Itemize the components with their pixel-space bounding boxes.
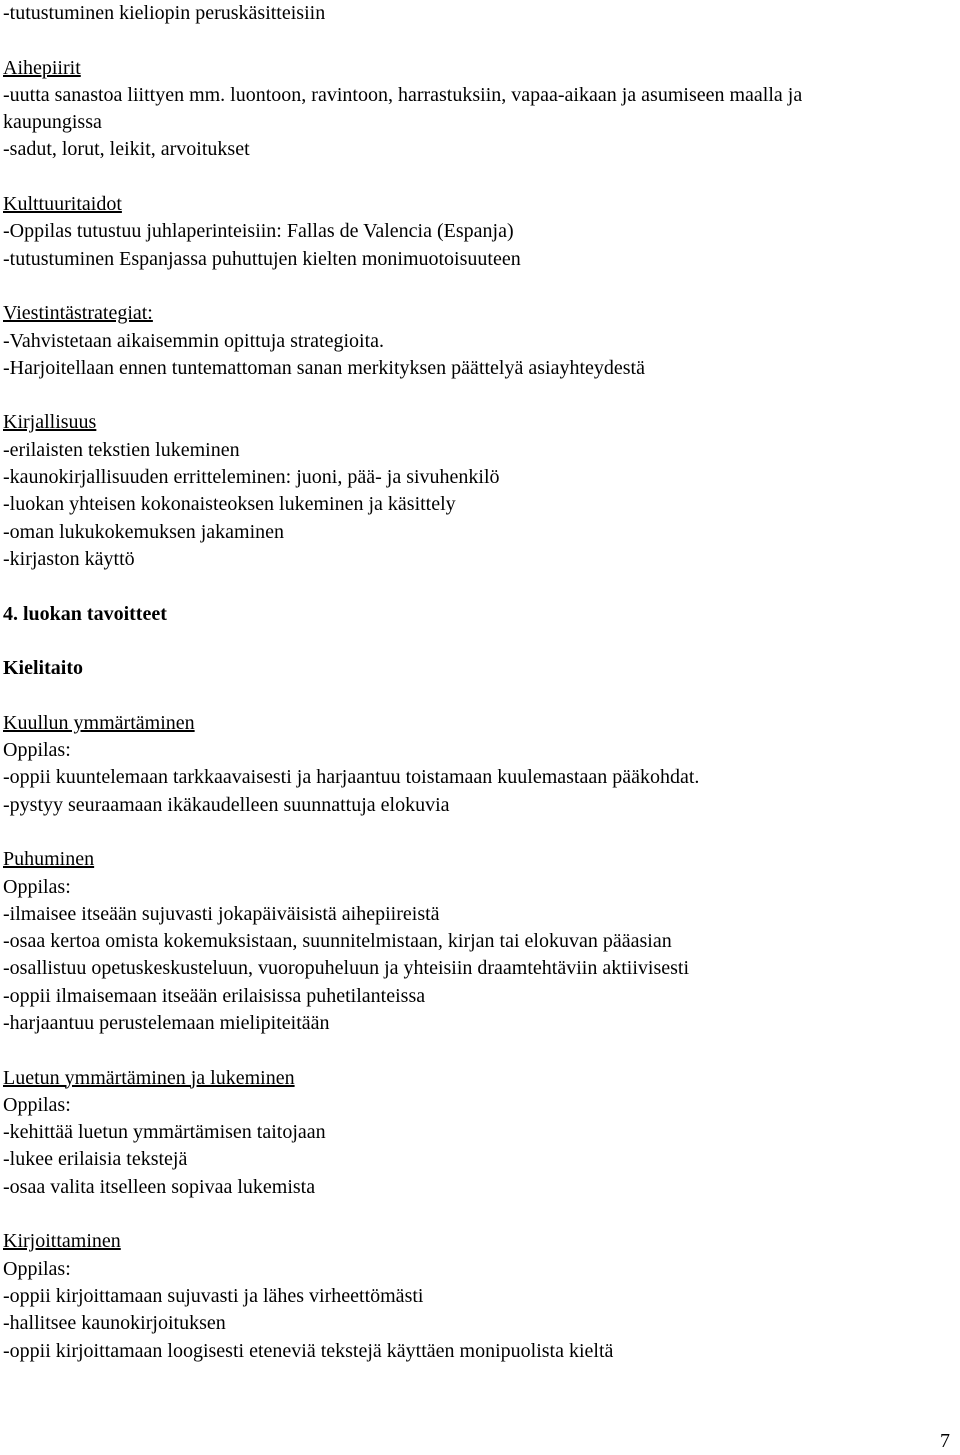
kulttuuritaidot-line-1: -Oppilas tutustuu juhlaperinteisiin: Fallas de Valencia (Espanja): [3, 220, 514, 243]
section-heading-kulttuuritaidot: Kulttuuritaidot: [3, 193, 122, 216]
puhuminen-line-2: -osaa kertoa omista kokemuksistaan, suunnitelmistaan, kirjan tai elokuvan pääasian: [3, 930, 672, 953]
skill-heading-kuullun: Kuullun ymmärtäminen: [3, 711, 195, 734]
kirjallisuus-line-5: -kirjaston käyttö: [3, 547, 135, 570]
spacer: [3, 382, 953, 409]
kirjoittaminen-line-3: -oppii kirjoittamaan loogisesti eteneviä tekstejä käyttäen monipuolista kieltä: [3, 1339, 614, 1362]
kirjoittaminen-line-2: -hallitsee kaunokirjoituksen: [3, 1312, 226, 1335]
spacer: [3, 27, 953, 54]
aihepiirit-line-1: -uutta sanastoa liittyen mm. luontoon, ravintoon, harrastuksiin, vapaa-aikaan ja asumiseen maalla ja: [3, 83, 803, 106]
spacer: [3, 819, 953, 846]
spacer: [3, 1201, 953, 1228]
spacer: [3, 164, 953, 191]
kirjallisuus-line-1: -erilaisten tekstien lukeminen: [3, 438, 240, 461]
document-page: [3, 0, 953, 1365]
grade-heading: 4. luokan tavoitteet: [3, 602, 167, 625]
intro-line: -tutustuminen kieliopin peruskäsitteisiin: [3, 2, 326, 24]
luetun-line-2: -lukee erilaisia tekstejä: [3, 1148, 188, 1171]
skill-heading-puhuminen: Puhuminen: [3, 848, 95, 871]
section-heading-kirjallisuus: Kirjallisuus: [3, 411, 97, 434]
skill-heading-luetun: Luetun ymmärtäminen ja lukeminen: [3, 1066, 295, 1089]
viestintastrategiat-line-2: -Harjoitellaan ennen tuntemattoman sanan merkityksen päättelyä asiayhteydestä: [3, 356, 645, 379]
aihepiirit-line-3: -sadut, lorut, leikit, arvoitukset: [3, 138, 250, 161]
page-number: 7: [940, 1430, 950, 1452]
spacer: [3, 1037, 953, 1064]
kuullun-line-1: -oppii kuuntelemaan tarkkaavaisesti ja harjaantuu toistamaan kuulemastaan pääkohdat.: [3, 766, 700, 789]
puhuminen-line-5: -harjaantuu perustelemaan mielipiteitään: [3, 1011, 330, 1034]
kirjoittaminen-line-1: -oppii kirjoittamaan sujuvasti ja lähes virheettömästi: [3, 1284, 424, 1307]
luetun-line-1: -kehittää luetun ymmärtämisen taitojaan: [3, 1121, 326, 1144]
spacer: [3, 628, 953, 655]
skill-heading-kirjoittaminen: Kirjoittaminen: [3, 1230, 121, 1253]
kirjallisuus-line-2: -kaunokirjallisuuden erritteleminen: juoni, pää- ja sivuhenkilö: [3, 466, 500, 489]
kuullun-line-2: -pystyy seuraamaan ikäkaudelleen suunnattuja elokuvia: [3, 793, 450, 816]
puhuminen-line-4: -oppii ilmaisemaan itseään erilaisissa puhetilanteissa: [3, 984, 426, 1007]
puhuminen-line-3: -osallistuu opetuskeskusteluun, vuoropuheluun ja yhteisiin draamtehtäviin aktiivisesti: [3, 957, 690, 980]
luetun-subject: Oppilas:: [3, 1093, 71, 1116]
kirjallisuus-line-4: -oman lukukokemuksen jakaminen: [3, 520, 285, 543]
kirjallisuus-line-3: -luokan yhteisen kokonaisteoksen lukeminen ja käsittely: [3, 493, 456, 516]
viestintastrategiat-line-1: -Vahvistetaan aikaisemmin opittuja strategioita.: [3, 329, 385, 352]
skill-heading: Kielitaito: [3, 657, 83, 680]
spacer: [3, 573, 953, 600]
section-heading-aihepiirit: Aihepiirit: [3, 56, 81, 79]
aihepiirit-line-2: kaupungissa: [3, 111, 102, 134]
kirjoittaminen-subject: Oppilas:: [3, 1257, 71, 1280]
kuullun-subject: Oppilas:: [3, 739, 71, 762]
spacer: [3, 273, 953, 300]
luetun-line-3: -osaa valita itselleen sopivaa lukemista: [3, 1175, 316, 1198]
section-heading-viestintastrategiat: Viestintästrategiat:: [3, 302, 153, 325]
puhuminen-line-1: -ilmaisee itseään sujuvasti jokapäiväisistä aihepiireistä: [3, 902, 440, 925]
spacer: [3, 682, 953, 709]
puhuminen-subject: Oppilas:: [3, 875, 71, 898]
kulttuuritaidot-line-2: -tutustuminen Espanjassa puhuttujen kielten monimuotoisuuteen: [3, 247, 521, 270]
